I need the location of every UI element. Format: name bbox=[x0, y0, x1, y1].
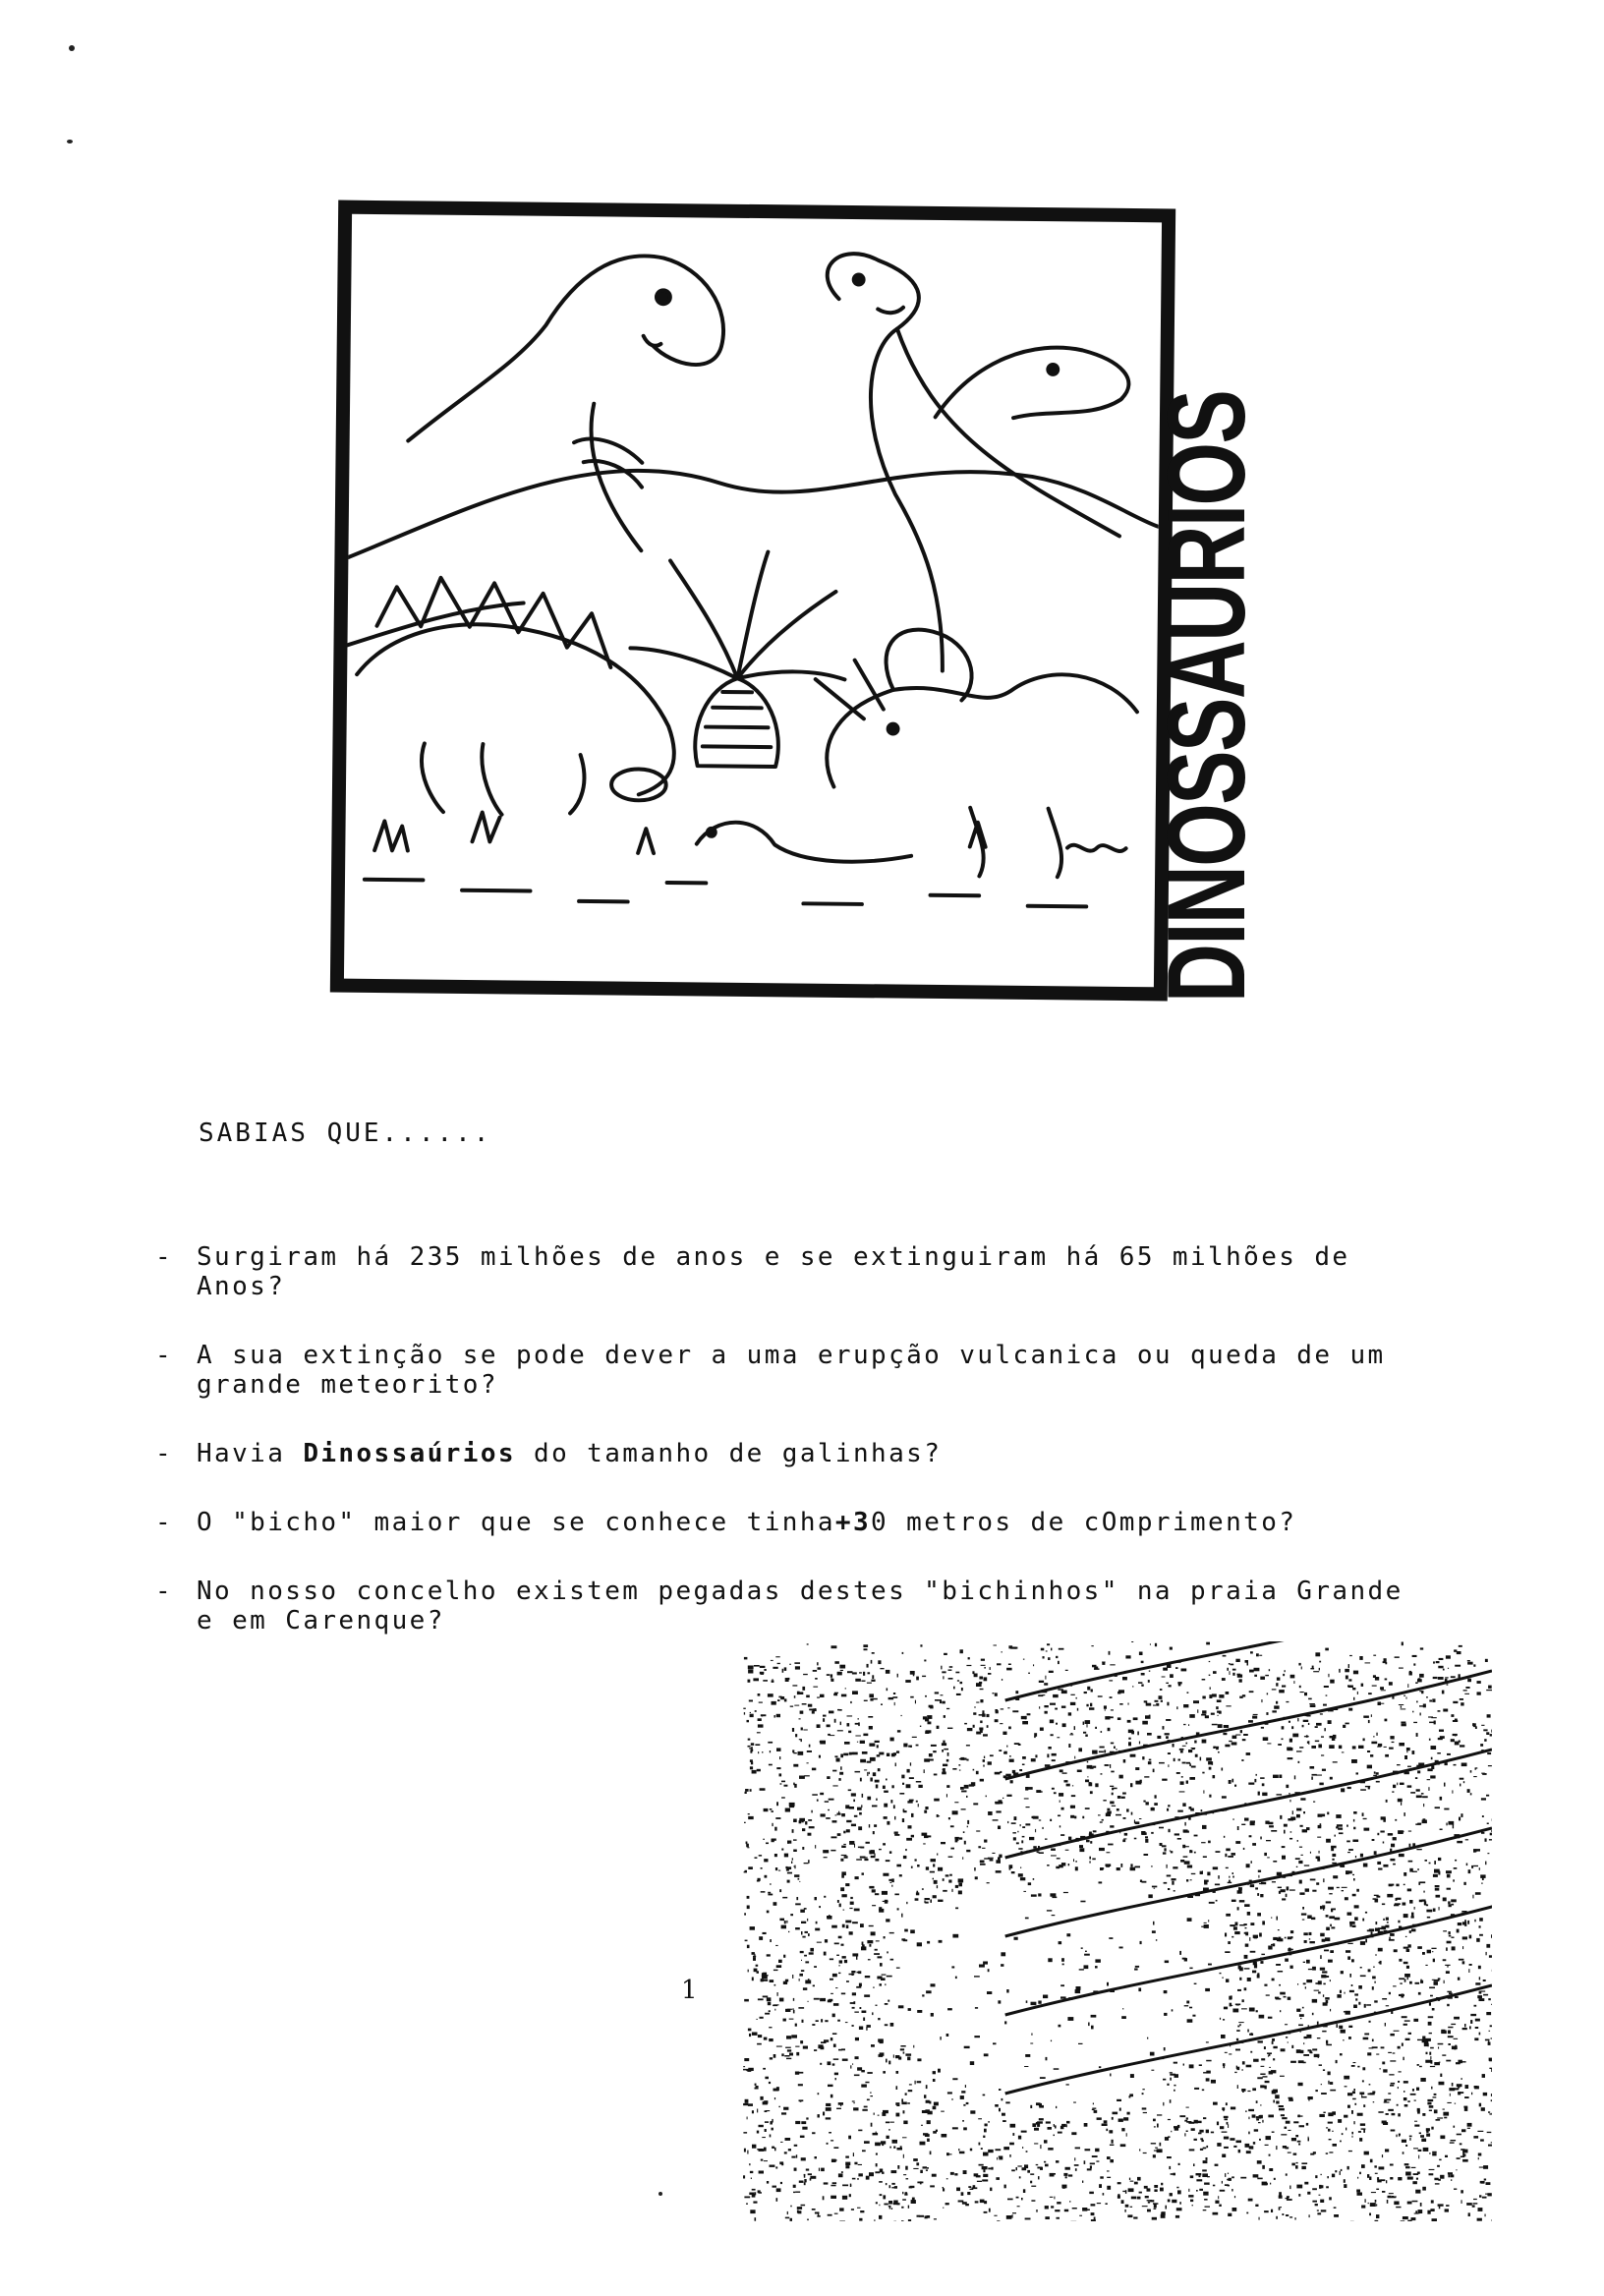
scan-speck bbox=[659, 2192, 662, 2196]
list-dash: - bbox=[155, 1508, 174, 1537]
list-dash: - bbox=[155, 1242, 174, 1272]
footprint-photo bbox=[743, 1641, 1492, 2221]
list-dash: - bbox=[155, 1439, 174, 1468]
list-item bbox=[155, 1341, 1433, 1400]
fact-text: O "bicho" maior que se conhece tinha+30 metros de cOmprimento? bbox=[197, 1508, 1297, 1537]
scan-speck bbox=[67, 140, 73, 144]
dinosaur-illustration-frame bbox=[330, 201, 1175, 1002]
page-number: 1 bbox=[681, 1976, 698, 2005]
list-item bbox=[155, 1439, 1433, 1468]
facts-list bbox=[155, 1242, 1433, 1675]
list-item bbox=[155, 1242, 1433, 1301]
vertical-title: DINOSSAURIOS bbox=[1145, 390, 1268, 1003]
dinosaurs-illustration-icon bbox=[344, 214, 1162, 988]
fact-text: A sua extinção se pode dever a uma erupção vulcanica ou queda de um grande meteorito? bbox=[197, 1341, 1386, 1400]
fact-text: Havia Dinossaúrios do tamanho de galinhas? bbox=[197, 1439, 943, 1468]
list-item bbox=[155, 1508, 1433, 1537]
scan-speck bbox=[69, 45, 75, 51]
list-dash: - bbox=[155, 1341, 174, 1370]
list-dash: - bbox=[155, 1577, 174, 1606]
section-heading: SABIAS QUE...... bbox=[199, 1119, 492, 1148]
footprint-photo-icon bbox=[743, 1641, 1492, 2221]
list-item bbox=[155, 1577, 1433, 1636]
fact-text: Surgiram há 235 milhões de anos e se extinguiram há 65 milhões de Anos? bbox=[197, 1242, 1350, 1301]
fact-text: No nosso concelho existem pegadas destes "bichinhos" na praia Grande e em Carenque? bbox=[197, 1577, 1404, 1636]
